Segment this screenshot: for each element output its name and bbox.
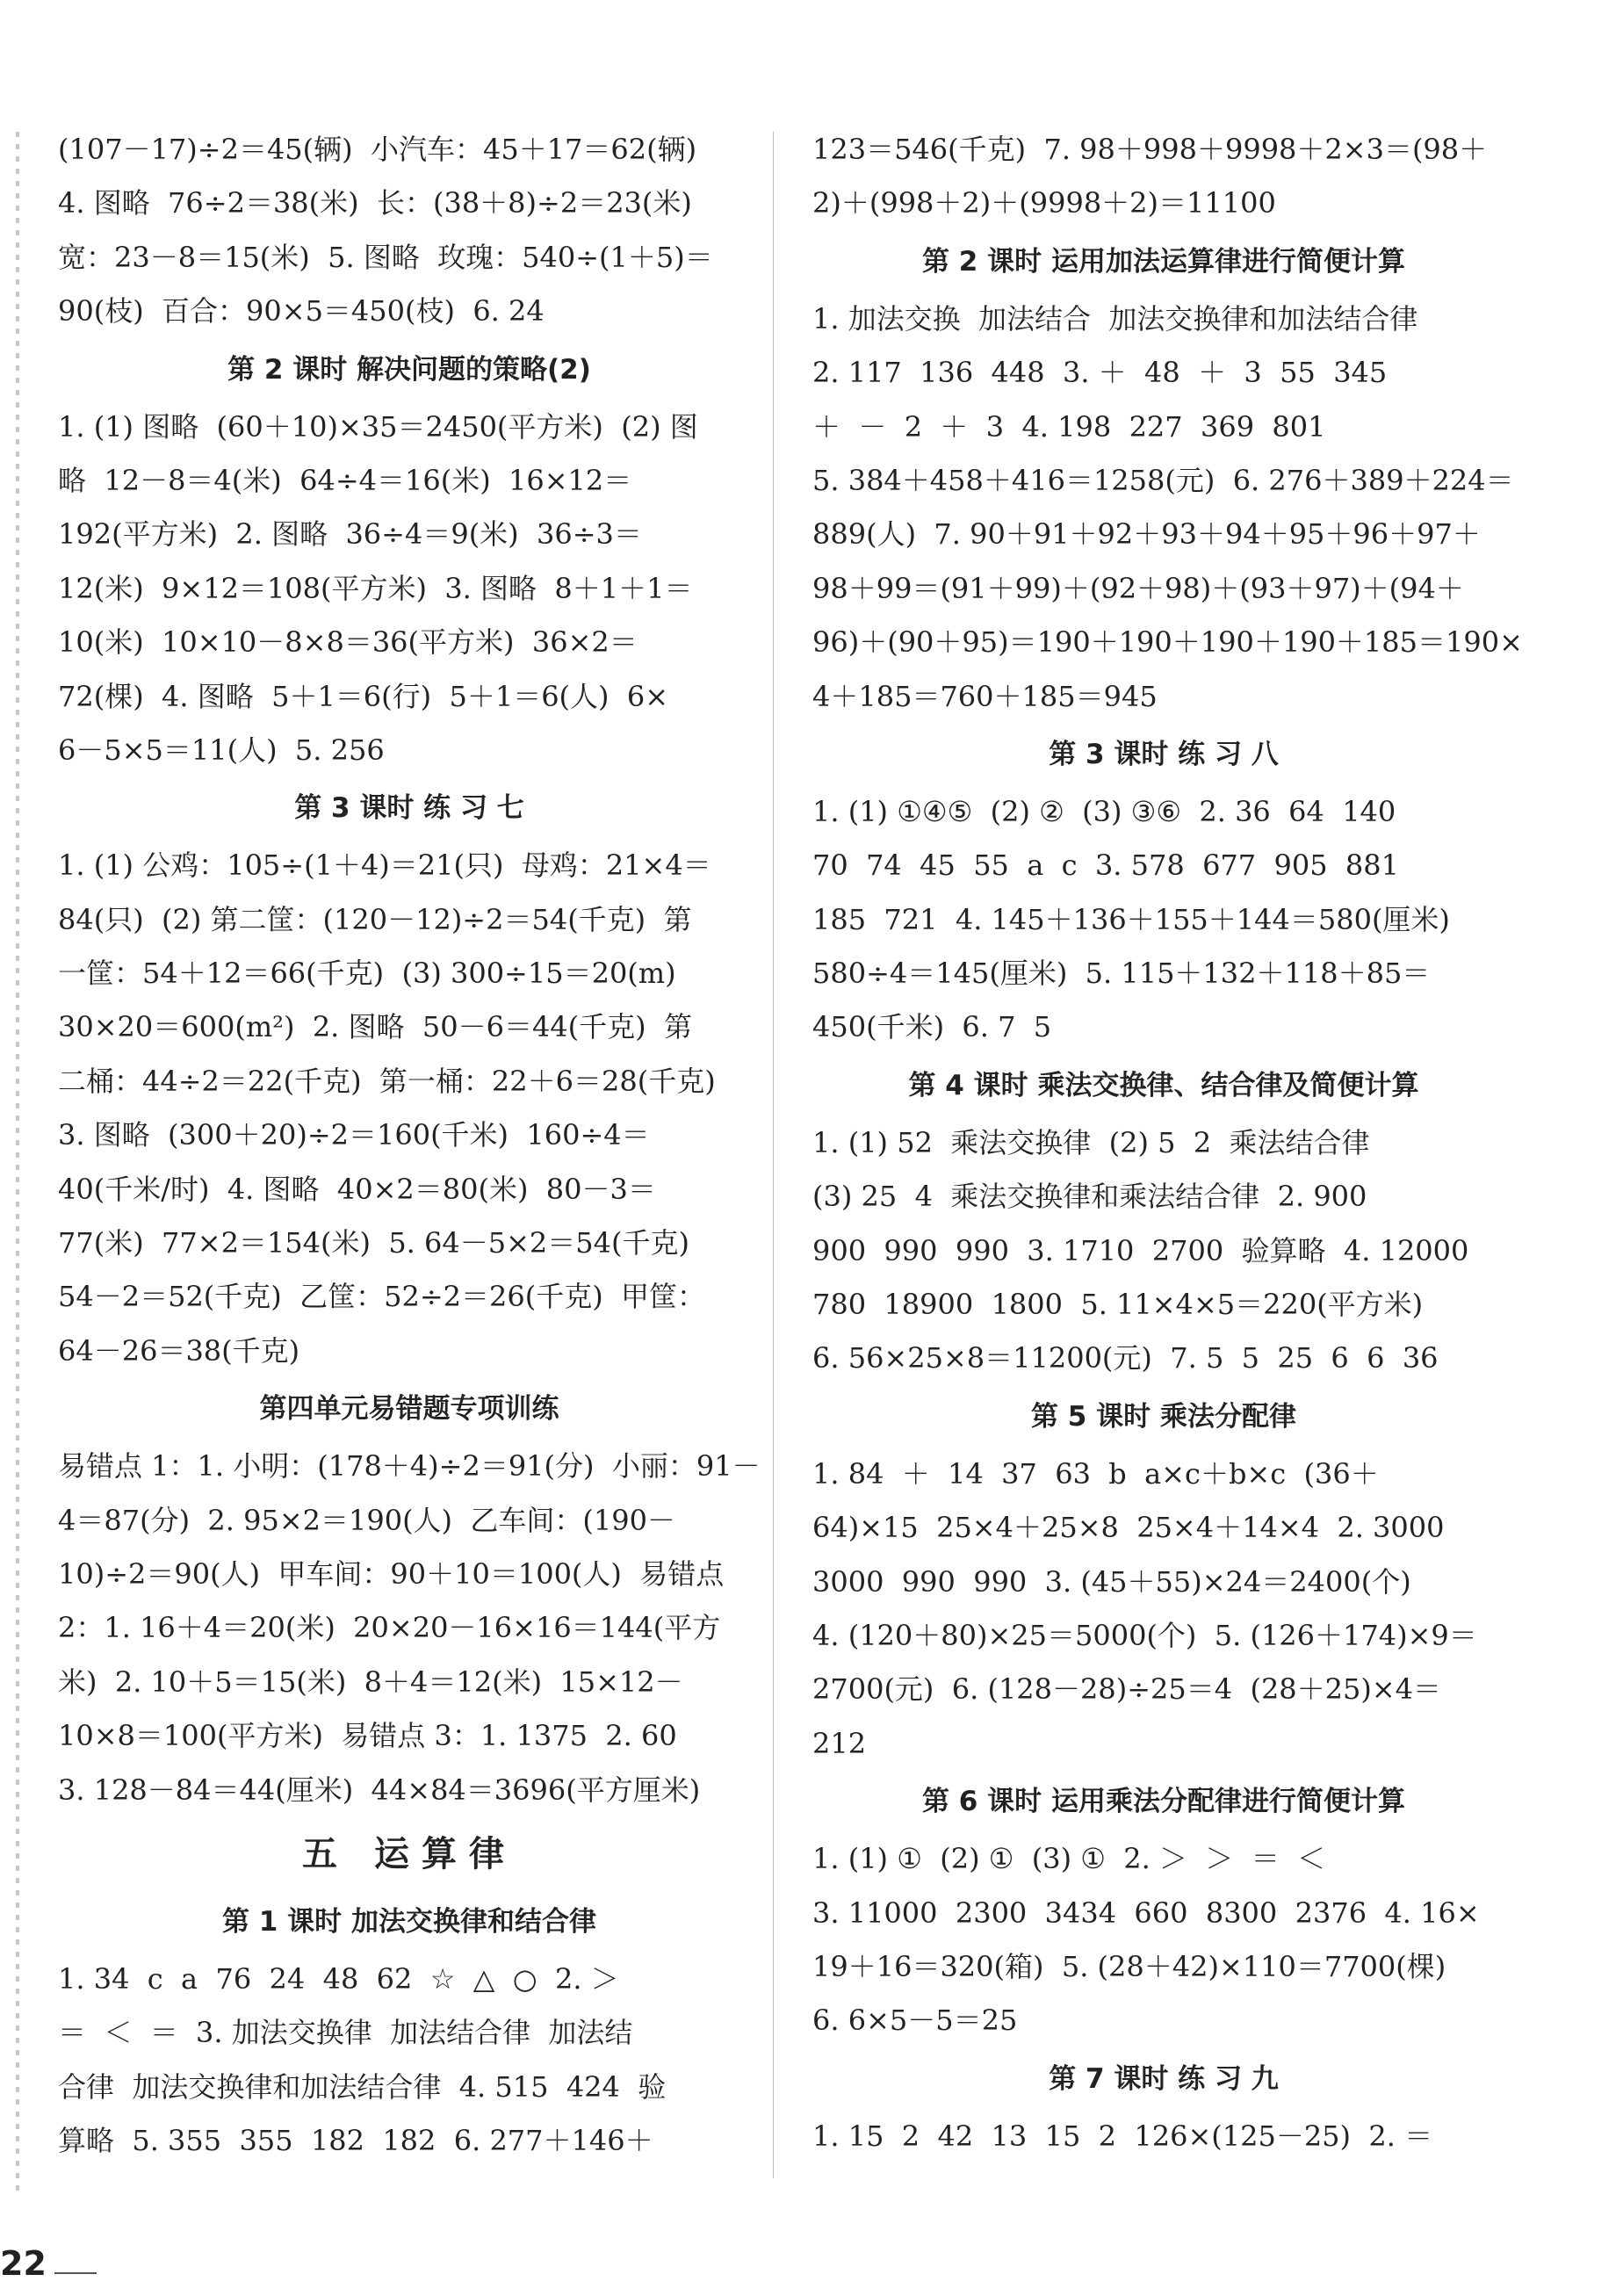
answer-line: 算略 5. 355 355 182 182 6. 277＋146＋ [58, 2124, 653, 2158]
answer-block [58, 123, 761, 339]
answer-line: 1. 加法交换 加法结合 加法交换律和加法结合律 [812, 301, 1418, 336]
answer-line: 6－5×5＝11(人) 5. 256 [58, 733, 385, 767]
answer-line: 4＋185＝760＋185＝945 [812, 679, 1158, 713]
answer-line: 4＝87(分) 2. 95×2＝190(人) 乙车间：(190－ [58, 1503, 675, 1537]
answer-line: 77(米) 77×2＝154(米) 5. 64－5×2＝54(千克) [58, 1226, 689, 1260]
answer-line: (107－17)÷2＝45(辆) 小汽车：45＋17＝62(辆) [58, 133, 697, 166]
answer-line: 3. 128－84＝44(厘米) 44×84＝3696(平方厘米) [58, 1773, 701, 1807]
answer-line: 2700(元) 6. (128－28)÷25＝4 (28＋25)×4＝ [812, 1672, 1442, 1707]
answer-line: 6. 56×25×8＝11200(元) 7. 5 5 25 6 6 36 [812, 1341, 1439, 1375]
lesson-heading: 第 3 课时 练 习 八 [1049, 738, 1279, 770]
answer-line: 2：1. 16＋4＝20(米) 20×20－16×16＝144(平方 [58, 1611, 721, 1645]
answer-block [812, 292, 1523, 724]
answer-line: 30×20＝600(m²) 2. 图略 50－6＝44(千克) 第 [58, 1010, 692, 1044]
answer-block [58, 839, 761, 1378]
answer-block [812, 123, 1515, 231]
answer-line: 宽：23－8＝15(米) 5. 图略 玫瑰：540÷(1＋5)＝ [58, 240, 713, 274]
answer-line: 98＋99＝(91＋99)＋(92＋98)＋(93＋97)＋(94＋ [812, 571, 1464, 605]
left-column [58, 123, 761, 2169]
answer-line: 90(枝) 百合：90×5＝450(枝) 6. 24 [58, 294, 545, 329]
answer-line: 10×8＝100(平方米) 易错点 3：1. 1375 2. 60 [58, 1719, 677, 1753]
answer-line: 略 12－8＝4(米) 64÷4＝16(米) 16×12＝ [58, 463, 632, 497]
answer-line: 1. 84 ＋ 14 37 63 b a×c＋b×c (36＋ [812, 1456, 1379, 1491]
answer-line: (3) 25 4 乘法交换律和乘法结合律 2. 900 [812, 1180, 1367, 1214]
answer-line: 72(棵) 4. 图略 5＋1＝6(行) 5＋1＝6(人) 6× [58, 679, 669, 713]
answer-block [58, 1953, 761, 2169]
answer-line: 889(人) 7. 90＋91＋92＋93＋94＋95＋96＋97＋ [812, 517, 1481, 552]
answer-line: 6. 6×5－5＝25 [812, 2004, 1018, 2038]
answer-line: 1. 34 c a 76 24 48 62 ☆ △ ○ 2. ＞ [58, 1961, 619, 1996]
answer-line: 二桶：44÷2＝22(千克) 第一桶：22＋6＝28(千克) [58, 1064, 716, 1098]
answer-line: 192(平方米) 2. 图略 36÷4＝9(米) 36÷3＝ [58, 517, 642, 552]
answer-block [812, 1832, 1515, 2048]
binding-margin-dots [16, 132, 19, 2196]
answer-line: 10(米) 10×10－8×8＝36(平方米) 36×2＝ [58, 625, 638, 660]
answer-line: ＋ － 2 ＋ 3 4. 198 227 369 801 [812, 409, 1326, 444]
lesson-heading: 第 1 课时 加法交换律和结合律 [222, 1905, 596, 1938]
answer-line: 一筐：54＋12＝66(千克) (3) 300÷15＝20(m) [58, 957, 676, 991]
answer-line: 10)÷2＝90(人) 甲车间：90＋10＝100(人) 易错点 [58, 1556, 725, 1591]
answer-line: 212 [812, 1726, 867, 1760]
column-divider [773, 132, 774, 2178]
answer-line: 1. (1) ①④⑤ (2) ② (3) ③⑥ 2. 36 64 140 [812, 794, 1396, 828]
lesson-heading: 第 6 课时 运用乘法分配律进行简便计算 [922, 1786, 1405, 1818]
answer-block [58, 1440, 761, 1817]
answer-line: 3. 图略 (300＋20)÷2＝160(千米) 160÷4＝ [58, 1118, 650, 1152]
answer-line: ＝ ＜ ＝ 3. 加法交换律 加法结合律 加法结 [58, 2016, 633, 2050]
answer-line: 19＋16＝320(箱) 5. (28＋42)×110＝7700(棵) [812, 1949, 1446, 1983]
answer-block [812, 1448, 1515, 1771]
answer-line: 3. 11000 2300 3434 660 8300 2376 4. 16× [812, 1895, 1480, 1930]
answer-block [58, 401, 761, 778]
answer-line: 1. 15 2 42 13 15 2 126×(125－25) 2. ＝ [812, 2119, 1433, 2153]
answer-line: 96)＋(90＋95)＝190＋190＋190＋190＋185＝190× [812, 625, 1523, 660]
answer-line: 12(米) 9×12＝108(平方米) 3. 图略 8＋1＋1＝ [58, 571, 693, 605]
answer-line: 780 18900 1800 5. 11×4×5＝220(平方米) [812, 1288, 1424, 1322]
right-column [812, 123, 1523, 2163]
lesson-heading: 第四单元易错题专项训练 [259, 1393, 559, 1426]
answer-line: 2. 117 136 448 3. ＋ 48 ＋ 3 55 345 [812, 356, 1388, 390]
answer-line: 1. (1) 公鸡：105÷(1＋4)＝21(只) 母鸡：21×4＝ [58, 848, 711, 883]
answer-block [812, 785, 1515, 1055]
answer-line: 5. 384＋458＋416＝1258(元) 6. 276＋389＋224＝ [812, 463, 1514, 497]
lesson-heading: 第 3 课时 练 习 七 [294, 792, 524, 825]
lesson-heading: 第 5 课时 乘法分配律 [1031, 1400, 1296, 1433]
answer-line: 64)×15 25×4＋25×8 25×4＋14×4 2. 3000 [812, 1511, 1445, 1545]
page-number: 22 [0, 2244, 47, 2283]
answer-line: 84(只) (2) 第二筐：(120－12)÷2＝54(千克) 第 [58, 902, 692, 936]
answer-line: 4. 图略 76÷2＝38(米) 长：(38＋8)÷2＝23(米) [58, 186, 692, 220]
answer-line: 4. (120＋80)×25＝5000(个) 5. (126＋174)×9＝ [812, 1618, 1477, 1652]
answer-line: 123＝546(千克) 7. 98＋998＋9998＋2×3＝(98＋ [812, 133, 1488, 166]
answer-line: 40(千米/时) 4. 图略 40×2＝80(米) 80－3＝ [58, 1172, 656, 1206]
answer-line: 1. (1) 图略 (60＋10)×35＝2450(平方米) (2) 图 [58, 409, 698, 444]
answer-line: 3000 990 990 3. (45＋55)×24＝2400(个) [812, 1564, 1411, 1599]
answer-block [812, 1116, 1515, 1386]
answer-line: 1. (1) 52 乘法交换律 (2) 5 2 乘法结合律 [812, 1125, 1370, 1159]
lesson-heading: 第 7 课时 练 习 九 [1049, 2062, 1279, 2095]
answer-line: 70 74 45 55 a c 3. 578 677 905 881 [812, 848, 1399, 883]
answer-line: 54－2＝52(千克) 乙筐：52÷2＝26(千克) 甲筐： [58, 1280, 706, 1314]
answer-block [812, 2110, 1515, 2163]
answer-line: 185 721 4. 145＋136＋155＋144＝580(厘米) [812, 902, 1450, 936]
answer-line: 64－26＝38(千克) [58, 1333, 300, 1368]
answer-line: 2)＋(998＋2)＋(9998＋2)＝11100 [812, 186, 1276, 220]
answer-line: 580÷4＝145(厘米) 5. 115＋132＋118＋85＝ [812, 957, 1431, 991]
lesson-heading: 第 2 课时 解决问题的策略(2) [227, 353, 591, 386]
lesson-heading: 第 4 课时 乘法交换律、结合律及简便计算 [908, 1069, 1419, 1101]
answer-line: 米) 2. 10＋5＝15(米) 8＋4＝12(米) 15×12－ [58, 1664, 683, 1699]
answer-line: 合律 加法交换律和加法结合律 4. 515 424 验 [58, 2069, 667, 2104]
answer-line: 易错点 1：1. 小明：(178＋4)÷2＝91(分) 小丽：91－ [58, 1449, 761, 1484]
answer-line: 1. (1) ① (2) ① (3) ① 2. ＞ ＞ ＝ ＜ [812, 1842, 1326, 1876]
answer-line: 450(千米) 6. 7 5 [812, 1010, 1052, 1044]
unit-title: 五 运算律 [302, 1832, 516, 1874]
page-number-rule [54, 2272, 97, 2274]
answer-line: 900 990 990 3. 1710 2700 验算略 4. 12000 [812, 1233, 1469, 1267]
lesson-heading: 第 2 课时 运用加法运算律进行简便计算 [922, 245, 1405, 278]
